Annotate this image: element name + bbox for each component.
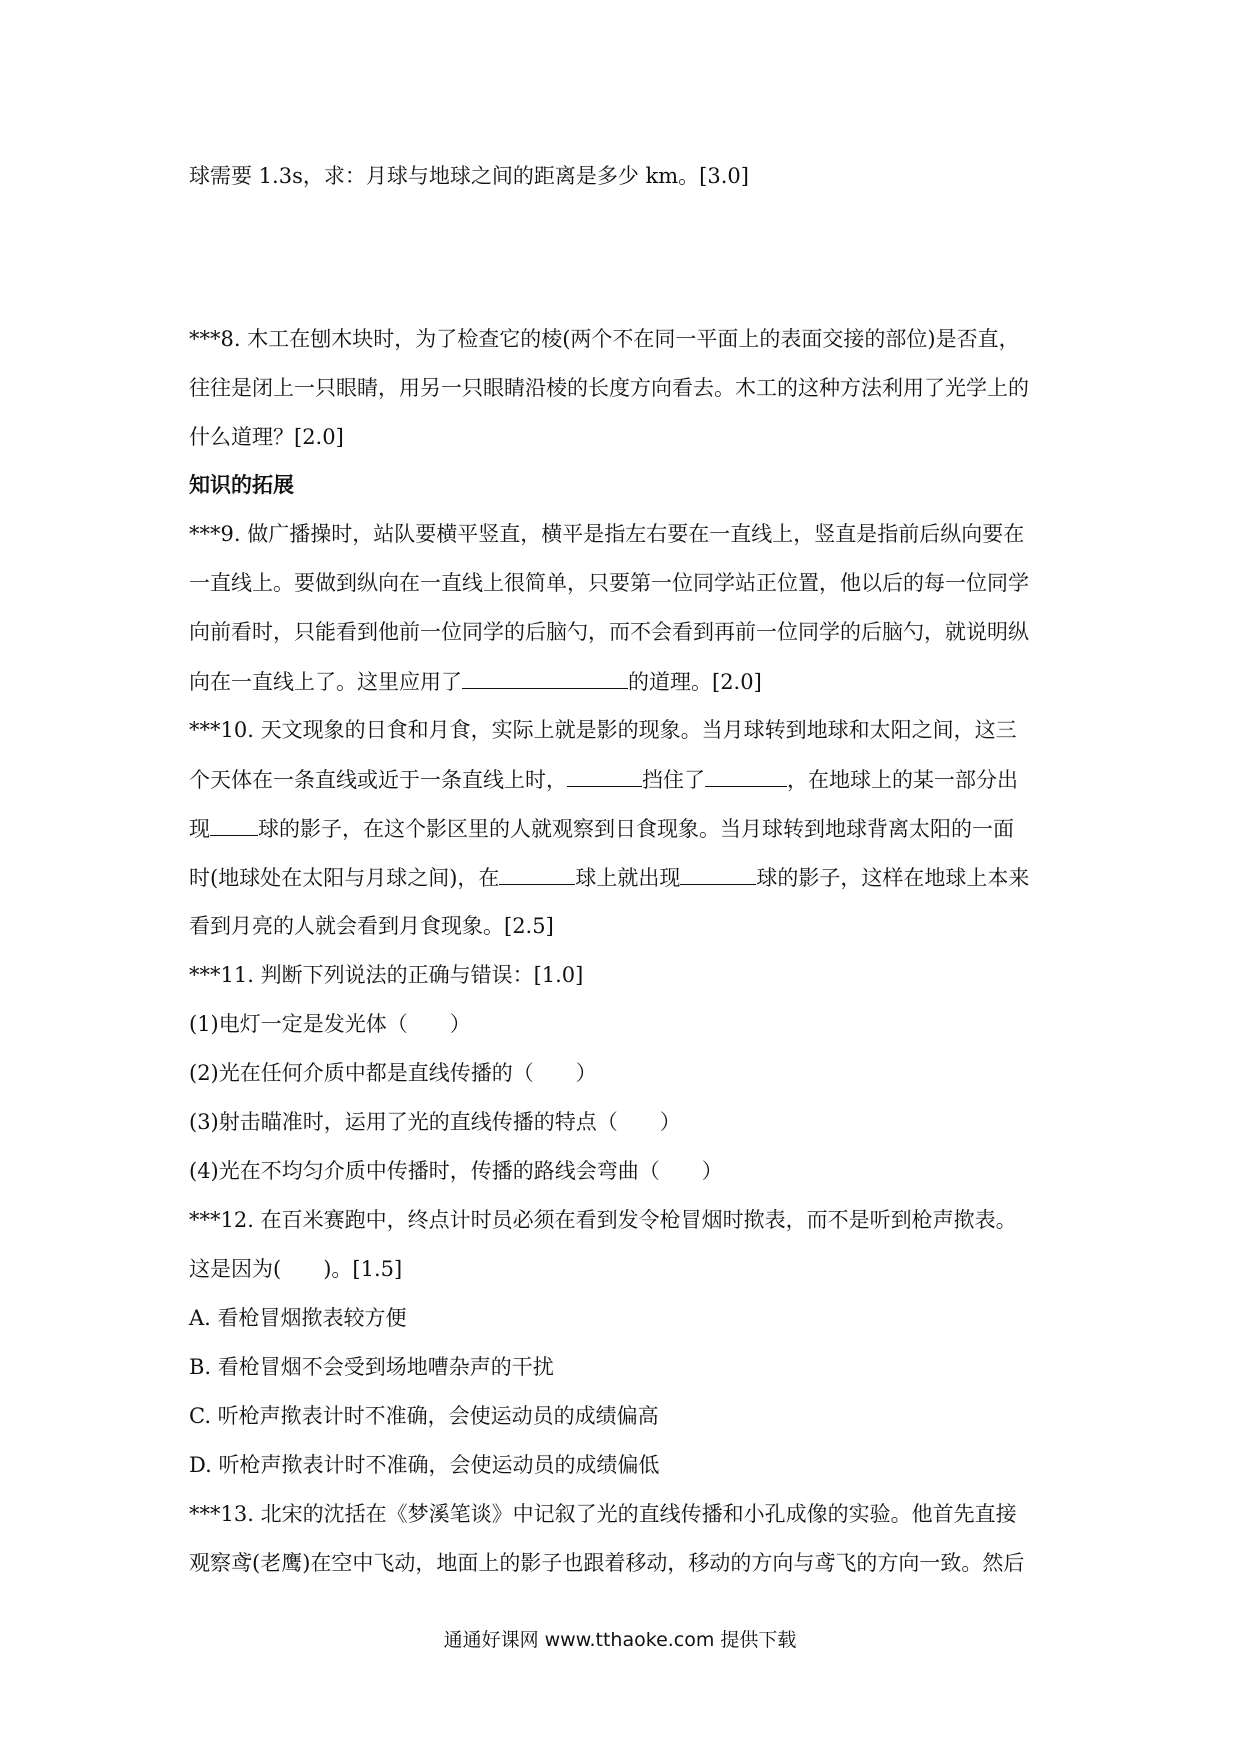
text-segment: ，在地球上的某一部分出 (787, 768, 1018, 792)
fill-blank[interactable] (210, 813, 258, 836)
section-heading: 知识的拓展 (189, 473, 294, 497)
text-segment: 个天体在一条直线或近于一条直线上时， (189, 768, 567, 792)
text-segment: 现 (189, 817, 210, 841)
choice-c: C. 听枪声揿表计时不准确，会使运动员的成绩偏高 (189, 1404, 659, 1428)
statement-item: (1)电灯一定是发光体（ ） (189, 1012, 471, 1036)
fill-blank[interactable] (680, 862, 756, 885)
choice-d: D. 听枪声揿表计时不准确，会使运动员的成绩偏低 (189, 1453, 660, 1477)
fill-blank[interactable] (499, 862, 575, 885)
choice-b: B. 看枪冒烟不会受到场地嘈杂声的干扰 (189, 1355, 554, 1379)
text-segment: 球的影子，在这个影区里的人就观察到日食现象。当月球转到地球背离太阳的一面 (258, 817, 1014, 841)
text-line: 往往是闭上一只眼睛，用另一只眼睛沿棱的长度方向看去。木工的这种方法利用了光学上的 (189, 376, 1029, 400)
text-line (189, 813, 1014, 843)
text-segment: 的道理。[2.0] (628, 670, 762, 694)
text-line: 这是因为( )。[1.5] (189, 1257, 403, 1281)
text-line: 什么道理？[2.0] (189, 425, 344, 449)
fill-blank[interactable] (567, 764, 642, 787)
fill-blank[interactable] (462, 666, 628, 689)
text-line: 看到月亮的人就会看到月食现象。[2.5] (189, 914, 554, 938)
choice-a: A. 看枪冒烟揿表较方便 (189, 1306, 407, 1330)
question-11-line: ***11. 判断下列说法的正确与错误：[1.0] (189, 963, 584, 987)
text-segment: 向在一直线上了。这里应用了 (189, 670, 462, 694)
text-segment: 时(地球处在太阳与月球之间)，在 (189, 866, 500, 890)
statement-item: (3)射击瞄准时，运用了光的直线传播的特点（ ） (189, 1110, 681, 1134)
text-line: 一直线上。要做到纵向在一直线上很简单，只要第一位同学站正位置，他以后的每一位同学 (189, 571, 1029, 595)
question-8-line: ***8. 木工在刨木块时，为了检查它的棱(两个不在同一平面上的表面交接的部位)是否直， (189, 327, 1020, 351)
text-segment: 挡住了 (642, 768, 705, 792)
page-footer: 通通好课网 www.tthaoke.com 提供下载 (443, 1629, 797, 1651)
text-line: 观察鸢(老鹰)在空中飞动，地面上的影子也跟着移动，移动的方向与鸢飞的方向一致。然后 (189, 1551, 1025, 1575)
text-segment: 球上就出现 (575, 866, 681, 890)
text-line (189, 764, 1018, 794)
question-13-line: ***13. 北宋的沈括在《梦溪笔谈》中记叙了光的直线传播和小孔成像的实验。他首先直接 (189, 1502, 1017, 1526)
fill-blank[interactable] (705, 764, 787, 787)
text-segment: 球的影子，这样在地球上本来 (756, 866, 1030, 890)
text-line: 向前看时，只能看到他前一位同学的后脑勺，而不会看到再前一位同学的后脑勺，就说明纵 (189, 620, 1029, 644)
question-12-line: ***12. 在百米赛跑中，终点计时员必须在看到发令枪冒烟时揿表，而不是听到枪声揿表。 (189, 1208, 1017, 1232)
question-9-line: ***9. 做广播操时，站队要横平竖直，横平是指左右要在一直线上，竖直是指前后纵向要在 (189, 522, 1025, 546)
text-line (189, 666, 762, 696)
question-10-line: ***10. 天文现象的日食和月食，实际上就是影的现象。当月球转到地球和太阳之间，这三 (189, 718, 1017, 742)
text-line (189, 862, 1029, 892)
text-line: 球需要 1.3s，求：月球与地球之间的距离是多少 km。[3.0] (189, 164, 749, 188)
statement-item: (4)光在不均匀介质中传播时，传播的路线会弯曲（ ） (189, 1159, 723, 1183)
statement-item: (2)光在任何介质中都是直线传播的（ ） (189, 1061, 597, 1085)
